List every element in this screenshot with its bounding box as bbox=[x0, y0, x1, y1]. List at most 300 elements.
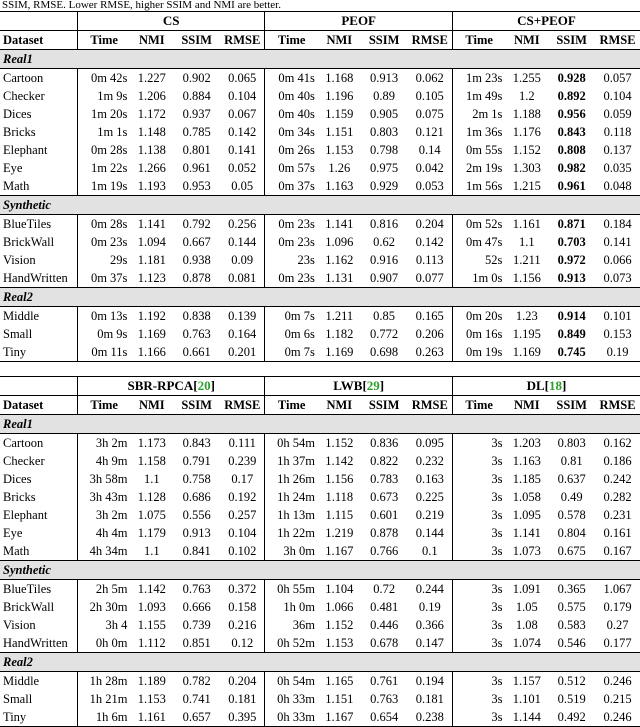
table-cell: 1m 22s bbox=[77, 159, 130, 177]
table-cell: 0.139 bbox=[228, 309, 257, 323]
table-cell: 0.113 bbox=[415, 253, 444, 267]
table-cell: 0.785 bbox=[182, 125, 211, 139]
table-cell: 0.257 bbox=[228, 508, 257, 522]
table-cell: 1.153 bbox=[325, 636, 354, 650]
table-cell: 0.766 bbox=[370, 544, 399, 558]
table-cell: 0.111 bbox=[228, 436, 256, 450]
table-cell: 1.153 bbox=[325, 143, 354, 157]
table-row bbox=[0, 580, 640, 599]
table-cell: 0.263 bbox=[408, 343, 453, 362]
table-cell: 3s bbox=[452, 452, 505, 470]
table-cell: 1.1 bbox=[518, 235, 535, 249]
table-cell: 0.907 bbox=[370, 271, 399, 285]
dataset-name: Eye bbox=[3, 161, 23, 175]
table-cell: 1.138 bbox=[137, 143, 166, 157]
table-cell: 1.1 bbox=[144, 544, 160, 558]
table-cell: 1.112 bbox=[137, 636, 166, 650]
table-cell: 0.739 bbox=[182, 618, 211, 632]
table-cell: 0.19 bbox=[595, 343, 640, 362]
section-row bbox=[0, 653, 640, 672]
section-row bbox=[0, 50, 640, 69]
table-cell: 0.052 bbox=[228, 161, 257, 175]
table-cell: 1.162 bbox=[325, 253, 354, 267]
table-row bbox=[0, 452, 640, 470]
dataset-name: Small bbox=[3, 327, 33, 341]
column-header: SSIM bbox=[548, 396, 595, 415]
table-cell: 1.091 bbox=[512, 582, 541, 596]
table-cell: 0.758 bbox=[182, 472, 211, 486]
table-cell: 0.703 bbox=[557, 235, 586, 249]
column-header: Time bbox=[265, 31, 318, 50]
table-cell: 0.975 bbox=[370, 161, 399, 175]
table-cell: 0h 33m bbox=[265, 708, 318, 727]
table-cell: 0.14 bbox=[418, 143, 441, 157]
table-cell: 1.167 bbox=[318, 708, 361, 727]
table-cell: 1m 19s bbox=[77, 177, 130, 196]
table-row bbox=[0, 233, 640, 251]
table-cell: 0.72 bbox=[373, 582, 396, 596]
section-label: Synthetic bbox=[0, 196, 640, 215]
table-cell: 1h 26m bbox=[265, 470, 318, 488]
table-cell: 0.678 bbox=[370, 636, 399, 650]
table-cell: 0.141 bbox=[603, 235, 632, 249]
table-cell: 0m 57s bbox=[265, 159, 318, 177]
table-cell: 0.556 bbox=[182, 508, 211, 522]
dataset-name: Small bbox=[3, 692, 33, 706]
table-cell: 1.142 bbox=[137, 582, 166, 596]
table-cell: 1h 21m bbox=[77, 690, 130, 708]
table-cell: 0.077 bbox=[415, 271, 444, 285]
table-cell: 1.266 bbox=[137, 161, 166, 175]
dataset-name: Cartoon bbox=[3, 71, 44, 85]
table-row bbox=[0, 634, 640, 653]
table-cell: 0.167 bbox=[603, 544, 632, 558]
table-cell: 1.196 bbox=[325, 89, 354, 103]
table-cell: 3s bbox=[452, 524, 505, 542]
table-cell: 0.19 bbox=[418, 600, 441, 614]
table-cell: 0.804 bbox=[557, 526, 586, 540]
table-row bbox=[0, 307, 640, 326]
table-cell: 1.08 bbox=[515, 618, 538, 632]
column-header: NMI bbox=[130, 396, 173, 415]
table-cell: 0.204 bbox=[228, 674, 257, 688]
table-cell: 1.167 bbox=[325, 544, 354, 558]
table-cell: 0.745 bbox=[548, 343, 595, 362]
table-cell: 0.914 bbox=[557, 309, 586, 323]
table-cell: 1.067 bbox=[603, 582, 632, 596]
table-cell: 3s bbox=[452, 506, 505, 524]
table-cell: 1.151 bbox=[325, 125, 354, 139]
dataset-name: Vision bbox=[3, 618, 36, 632]
table-cell: 0.244 bbox=[415, 582, 444, 596]
table-cell: 0m 37s bbox=[265, 177, 318, 196]
column-header: SSIM bbox=[173, 396, 220, 415]
table-cell: 1.188 bbox=[512, 107, 541, 121]
table-cell: 0.141 bbox=[228, 143, 257, 157]
table-cell: 0.395 bbox=[220, 708, 265, 727]
dataset-name: HandWritten bbox=[3, 636, 68, 650]
citation-link[interactable]: 18 bbox=[549, 378, 562, 393]
table-cell: 1.151 bbox=[325, 692, 354, 706]
citation-link[interactable]: 29 bbox=[366, 378, 380, 393]
dataset-name: HandWritten bbox=[3, 271, 68, 285]
table-cell: 0.104 bbox=[228, 89, 257, 103]
table-cell: 1.215 bbox=[512, 179, 541, 193]
table-cell: 0m 9s bbox=[77, 325, 130, 343]
table-cell: 4h 34m bbox=[77, 542, 130, 561]
table-cell: 0m 37s bbox=[77, 269, 130, 288]
table-cell: 3h 2m bbox=[77, 434, 130, 453]
table-cell: 2m 1s bbox=[452, 105, 505, 123]
table-cell: 0m 41s bbox=[265, 69, 318, 88]
table-row bbox=[0, 215, 640, 234]
table-cell: 1h 22m bbox=[265, 524, 318, 542]
table-cell: 1.163 bbox=[512, 454, 541, 468]
table-cell: 1m 0s bbox=[452, 269, 505, 288]
table-cell: 0.878 bbox=[370, 526, 399, 540]
table-cell: 0.816 bbox=[370, 217, 399, 231]
table-cell: 0.142 bbox=[415, 235, 444, 249]
table-cell: 1.141 bbox=[325, 217, 354, 231]
table-cell: 0m 16s bbox=[452, 325, 505, 343]
results-table-1 bbox=[0, 11, 640, 362]
table-cell: 3s bbox=[452, 616, 505, 634]
table-cell: 0m 11s bbox=[77, 343, 130, 362]
table-cell: 0.481 bbox=[370, 600, 399, 614]
table-cell: 0.961 bbox=[557, 179, 586, 193]
table-cell: 0m 28s bbox=[77, 215, 130, 234]
table-cell: 1h 6m bbox=[77, 708, 130, 727]
dataset-name: Tiny bbox=[0, 343, 77, 362]
table-cell: 0.12 bbox=[231, 636, 254, 650]
table-cell: 0h 33m bbox=[265, 690, 318, 708]
table-cell: 0m 13s bbox=[77, 307, 130, 326]
method-group-row bbox=[0, 377, 640, 396]
table-cell: 1.169 bbox=[137, 327, 166, 341]
table-cell: 0.953 bbox=[182, 179, 211, 193]
table-cell: 1.26 bbox=[328, 161, 351, 175]
table-cell: 0m 23s bbox=[265, 233, 318, 251]
table-cell: 3s bbox=[452, 580, 505, 599]
table-cell: 0.657 bbox=[173, 708, 220, 727]
table-row bbox=[0, 87, 640, 105]
table-cell: 0.035 bbox=[603, 161, 632, 175]
table-cell: 0.242 bbox=[603, 472, 632, 486]
table-spacer bbox=[0, 362, 640, 376]
table-cell: 0.843 bbox=[557, 125, 586, 139]
table-cell: 0.913 bbox=[182, 526, 211, 540]
table-cell: 0.822 bbox=[370, 454, 399, 468]
table-cell: 0.27 bbox=[606, 618, 629, 632]
table-cell: 0.62 bbox=[373, 235, 396, 249]
table-row bbox=[0, 269, 640, 288]
table-cell: 0.206 bbox=[415, 327, 444, 341]
table-cell: 1.073 bbox=[512, 544, 541, 558]
column-header: RMSE bbox=[220, 396, 265, 415]
table-cell: 0m 40s bbox=[265, 87, 318, 105]
method-group-header: LWB[29] bbox=[265, 377, 453, 396]
column-header: NMI bbox=[505, 31, 548, 50]
table-cell: 0.075 bbox=[415, 107, 444, 121]
table-cell: 0.09 bbox=[231, 253, 254, 267]
section-label: Real1 bbox=[0, 415, 640, 434]
table-row bbox=[0, 177, 640, 196]
table-cell: 1.179 bbox=[137, 526, 166, 540]
table-cell: 0.121 bbox=[415, 125, 444, 139]
table-cell: 3s bbox=[452, 488, 505, 506]
method-group-header: DL[18] bbox=[452, 377, 640, 396]
method-name: LWB bbox=[333, 378, 363, 393]
column-header: Dataset bbox=[0, 396, 77, 415]
table-cell: 1.255 bbox=[512, 71, 541, 85]
table-cell: 1.168 bbox=[325, 71, 354, 85]
table-cell: 0.17 bbox=[231, 472, 254, 486]
table-cell: 0.184 bbox=[603, 217, 632, 231]
group-corner-cell bbox=[0, 377, 77, 396]
column-header: NMI bbox=[130, 31, 173, 50]
table-cell: 0.144 bbox=[228, 235, 257, 249]
table-row bbox=[0, 598, 640, 616]
table-cell: 0.181 bbox=[415, 692, 444, 706]
dataset-name: Vision bbox=[3, 253, 36, 267]
column-header: Time bbox=[452, 396, 505, 415]
table-cell: 0.372 bbox=[228, 582, 257, 596]
table-cell: 1.159 bbox=[325, 107, 354, 121]
table-cell: 0.89 bbox=[373, 89, 396, 103]
table-cell: 1.166 bbox=[130, 343, 173, 362]
table-cell: 0h 54m bbox=[265, 672, 318, 691]
table-cell: 0.782 bbox=[182, 674, 211, 688]
table-cell: 0.956 bbox=[557, 107, 586, 121]
table-cell: 3h 58m bbox=[77, 470, 130, 488]
table-cell: 0.801 bbox=[182, 143, 211, 157]
table-cell: 3s bbox=[452, 708, 505, 727]
table-cell: 0.239 bbox=[228, 454, 257, 468]
table-cell: 0.186 bbox=[603, 454, 632, 468]
table-cell: 0.365 bbox=[557, 582, 586, 596]
table-cell: 23s bbox=[265, 251, 318, 269]
method-group-header bbox=[452, 12, 640, 31]
table-row bbox=[0, 488, 640, 506]
table-cell: 0.179 bbox=[603, 600, 632, 614]
table-cell: 0.095 bbox=[415, 436, 444, 450]
table-cell: 0.546 bbox=[557, 636, 586, 650]
table-row bbox=[0, 251, 640, 269]
method-group-header bbox=[77, 12, 264, 31]
table-cell: 0.803 bbox=[370, 125, 399, 139]
table-cell: 0m 26s bbox=[265, 141, 318, 159]
table-cell: 0.902 bbox=[182, 71, 211, 85]
column-header: NMI bbox=[505, 396, 548, 415]
section-row bbox=[0, 561, 640, 580]
table-cell: 1.158 bbox=[137, 454, 166, 468]
column-header-row bbox=[0, 31, 640, 50]
table-cell: 1.157 bbox=[512, 674, 541, 688]
table-cell: 0.961 bbox=[182, 161, 211, 175]
table-cell: 0.238 bbox=[408, 708, 453, 727]
table-row bbox=[0, 690, 640, 708]
table-cell: 1.118 bbox=[325, 490, 354, 504]
method-group-header: SBR-RPCA[20] bbox=[77, 377, 265, 396]
table-cell: 0h 0m bbox=[77, 634, 130, 653]
table-cell: 0.698 bbox=[361, 343, 408, 362]
table-cell: 0.654 bbox=[361, 708, 408, 727]
table-cell: 0m 55s bbox=[452, 141, 505, 159]
table-cell: 1.182 bbox=[325, 327, 354, 341]
section-row bbox=[0, 415, 640, 434]
table-cell: 0.791 bbox=[182, 454, 211, 468]
table-cell: 1.23 bbox=[515, 309, 538, 323]
section-row bbox=[0, 196, 640, 215]
table-cell: 0h 55m bbox=[265, 580, 318, 599]
group-corner-cell bbox=[0, 12, 77, 31]
table-cell: 1.156 bbox=[512, 271, 541, 285]
table-cell: 0.048 bbox=[603, 179, 632, 193]
dataset-name: BlueTiles bbox=[3, 582, 52, 596]
table-cell: 0.201 bbox=[220, 343, 265, 362]
table-cell: 1.1 bbox=[144, 472, 160, 486]
method-group-header bbox=[265, 12, 453, 31]
method-name: CS+PEOF bbox=[517, 13, 576, 28]
table-cell: 0.741 bbox=[182, 692, 211, 706]
table-cell: 0.153 bbox=[603, 327, 632, 341]
table-cell: 0.053 bbox=[415, 179, 444, 193]
table-cell: 0.062 bbox=[415, 71, 444, 85]
table-cell: 1.058 bbox=[512, 490, 541, 504]
citation-link[interactable]: 20 bbox=[197, 378, 211, 393]
table-cell: 0.838 bbox=[182, 309, 211, 323]
table-cell: 0.884 bbox=[182, 89, 211, 103]
table-row bbox=[0, 506, 640, 524]
table-cell: 0.85 bbox=[373, 309, 396, 323]
table-cell: 0.798 bbox=[370, 143, 399, 157]
column-header: SSIM bbox=[361, 31, 408, 50]
table-cell: 0.232 bbox=[415, 454, 444, 468]
table-cell: 1m 49s bbox=[452, 87, 505, 105]
method-group-row bbox=[0, 12, 640, 31]
table-cell: 1.131 bbox=[325, 271, 354, 285]
table-cell: 0.772 bbox=[370, 327, 399, 341]
table-cell: 1.141 bbox=[137, 217, 166, 231]
table-cell: 1.115 bbox=[325, 508, 354, 522]
table-cell: 1h 13m bbox=[265, 506, 318, 524]
dataset-name: Checker bbox=[3, 89, 45, 103]
table-row bbox=[0, 542, 640, 561]
table-cell: 0.1 bbox=[421, 544, 438, 558]
column-header: Time bbox=[77, 31, 130, 50]
table-cell: 1.185 bbox=[512, 472, 541, 486]
column-header-row bbox=[0, 396, 640, 415]
table-cell: 0.216 bbox=[228, 618, 257, 632]
table-cell: 0.219 bbox=[415, 508, 444, 522]
table-cell: 1.172 bbox=[137, 107, 166, 121]
column-header: Time bbox=[452, 31, 505, 50]
table-cell: 0.871 bbox=[557, 217, 586, 231]
table-cell: 1.195 bbox=[512, 327, 541, 341]
dataset-name: Elephant bbox=[3, 143, 48, 157]
table-caption: SSIM, RMSE. Lower RMSE, higher SSIM and NMI are better. bbox=[2, 0, 281, 11]
table-cell: 0m 6s bbox=[265, 325, 318, 343]
column-header: SSIM bbox=[173, 31, 220, 50]
table-cell: 0m 23s bbox=[265, 215, 318, 234]
table-cell: 1.141 bbox=[512, 526, 541, 540]
table-cell: 1.163 bbox=[325, 179, 354, 193]
table-cell: 0m 23s bbox=[265, 269, 318, 288]
table-cell: 0.938 bbox=[182, 253, 211, 267]
table-cell: 1.169 bbox=[318, 343, 361, 362]
table-cell: 0.851 bbox=[182, 636, 211, 650]
table-cell: 0.102 bbox=[228, 544, 257, 558]
table-cell: 0.158 bbox=[228, 600, 257, 614]
table-cell: 0m 47s bbox=[452, 233, 505, 251]
table-cell: 4h 9m bbox=[77, 452, 130, 470]
column-header: Time bbox=[265, 396, 318, 415]
table-cell: 0.878 bbox=[182, 271, 211, 285]
dataset-name: Math bbox=[3, 179, 30, 193]
table-cell: 1.227 bbox=[137, 71, 166, 85]
column-header: Dataset bbox=[0, 31, 77, 50]
method-name: CS bbox=[162, 13, 180, 28]
table-cell: 1.192 bbox=[137, 309, 166, 323]
table-cell: 1h 28m bbox=[77, 672, 130, 691]
column-header: RMSE bbox=[220, 31, 265, 50]
table-cell: 0.578 bbox=[557, 508, 586, 522]
table-cell: 0.492 bbox=[548, 708, 595, 727]
table-cell: 0.783 bbox=[370, 472, 399, 486]
table-cell: 0.204 bbox=[415, 217, 444, 231]
table-cell: 0.194 bbox=[415, 674, 444, 688]
method-name: SBR-RPCA bbox=[127, 378, 194, 393]
table-cell: 0.446 bbox=[370, 618, 399, 632]
table-cell: 1.156 bbox=[325, 472, 354, 486]
table-cell: 1.104 bbox=[325, 582, 354, 596]
table-cell: 0.181 bbox=[228, 692, 257, 706]
table-cell: 0.675 bbox=[557, 544, 586, 558]
table-cell: 3h 0m bbox=[265, 542, 318, 561]
table-cell: 0.928 bbox=[557, 71, 586, 85]
table-cell: 1.211 bbox=[512, 253, 541, 267]
table-cell: 1.05 bbox=[515, 600, 538, 614]
table-cell: 1.093 bbox=[137, 600, 166, 614]
table-row bbox=[0, 616, 640, 634]
table-cell: 1h 24m bbox=[265, 488, 318, 506]
table-cell: 1.211 bbox=[325, 309, 354, 323]
table-cell: 0.282 bbox=[603, 490, 632, 504]
table-cell: 29s bbox=[77, 251, 130, 269]
table-cell: 0.913 bbox=[370, 71, 399, 85]
table-cell: 3s bbox=[452, 434, 505, 453]
column-header: RMSE bbox=[595, 396, 640, 415]
table-cell: 1.155 bbox=[137, 618, 166, 632]
table-cell: 1.2 bbox=[518, 89, 535, 103]
table-cell: 0.661 bbox=[173, 343, 220, 362]
table-cell: 2m 19s bbox=[452, 159, 505, 177]
table-cell: 0.165 bbox=[415, 309, 444, 323]
table-cell: 0m 34s bbox=[265, 123, 318, 141]
column-header: SSIM bbox=[361, 396, 408, 415]
table-cell: 1m 36s bbox=[452, 123, 505, 141]
table-cell: 0.761 bbox=[370, 674, 399, 688]
method-name: PEOF bbox=[341, 13, 376, 28]
table-cell: 1m 9s bbox=[77, 87, 130, 105]
dataset-name: BlueTiles bbox=[3, 217, 52, 231]
table-row bbox=[0, 343, 640, 362]
column-header: SSIM bbox=[548, 31, 595, 50]
table-cell: 1.203 bbox=[512, 436, 541, 450]
table-cell: 0.215 bbox=[603, 692, 632, 706]
dataset-name: Middle bbox=[3, 309, 40, 323]
table-cell: 0.118 bbox=[603, 125, 632, 139]
